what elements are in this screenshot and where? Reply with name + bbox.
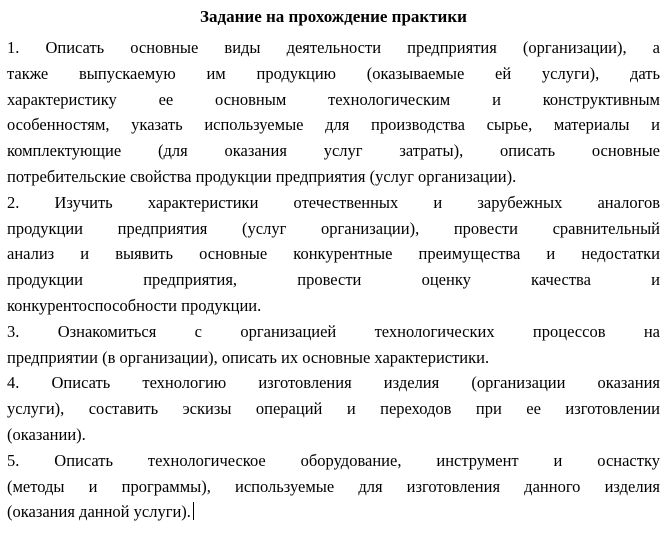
text-cursor xyxy=(193,502,195,520)
text-line: 4. Описать технологию изготовления изделия (организации оказания xyxy=(7,373,660,393)
text-line: потребительские свойства продукции предприятия (услуг организации). xyxy=(7,166,517,186)
text-line: (оказания данной услуги). xyxy=(7,499,660,525)
text-line: 2. Изучить характеристики отечественных и зарубежных аналогов xyxy=(7,192,660,212)
text-line: (методы и программы), используемые для изготовления данного изделия xyxy=(7,476,660,496)
text-line: конкурентоспособности продукции. xyxy=(7,295,262,315)
text-line: услуги), составить эскизы операций и переходов при ее изготовлении xyxy=(7,399,660,419)
text-line: также выпускаемую им продукцию (оказываемые ей услуги), дать xyxy=(7,63,660,83)
text-line: 5. Описать технологическое оборудование, инструмент и оснастку xyxy=(7,450,660,470)
task-paragraph-5 xyxy=(7,448,660,525)
text-line: 3. Ознакомиться с организацией технологических процессов на xyxy=(7,321,660,341)
text-line: анализ и выявить основные конкурентные преимущества и недостатки xyxy=(7,244,660,264)
text-line: характеристику ее основным технологическим и конструктивным xyxy=(7,89,660,109)
task-paragraph-1 xyxy=(7,35,660,190)
document-title: Задание на прохождение практики xyxy=(200,7,467,26)
task-paragraph-3 xyxy=(7,319,660,371)
text-line: продукции предприятия (услуг организации), провести сравнительный xyxy=(7,218,660,238)
text-line: комплектующие (для оказания услуг затраты), описать основные xyxy=(7,141,660,161)
task-paragraph-2 xyxy=(7,190,660,319)
text-line: продукции предприятия, провести оценку качества и xyxy=(7,270,660,290)
text-line: 1. Описать основные виды деятельности предприятия (организации), а xyxy=(7,38,660,57)
task-paragraph-4 xyxy=(7,370,660,447)
text-line: (оказании). xyxy=(7,424,86,444)
task-list xyxy=(7,35,660,525)
text-line: особенностям, указать используемые для производства сырье, материалы и xyxy=(7,115,660,135)
text-line: предприятии (в организации), описать их основные характеристики. xyxy=(7,347,490,367)
